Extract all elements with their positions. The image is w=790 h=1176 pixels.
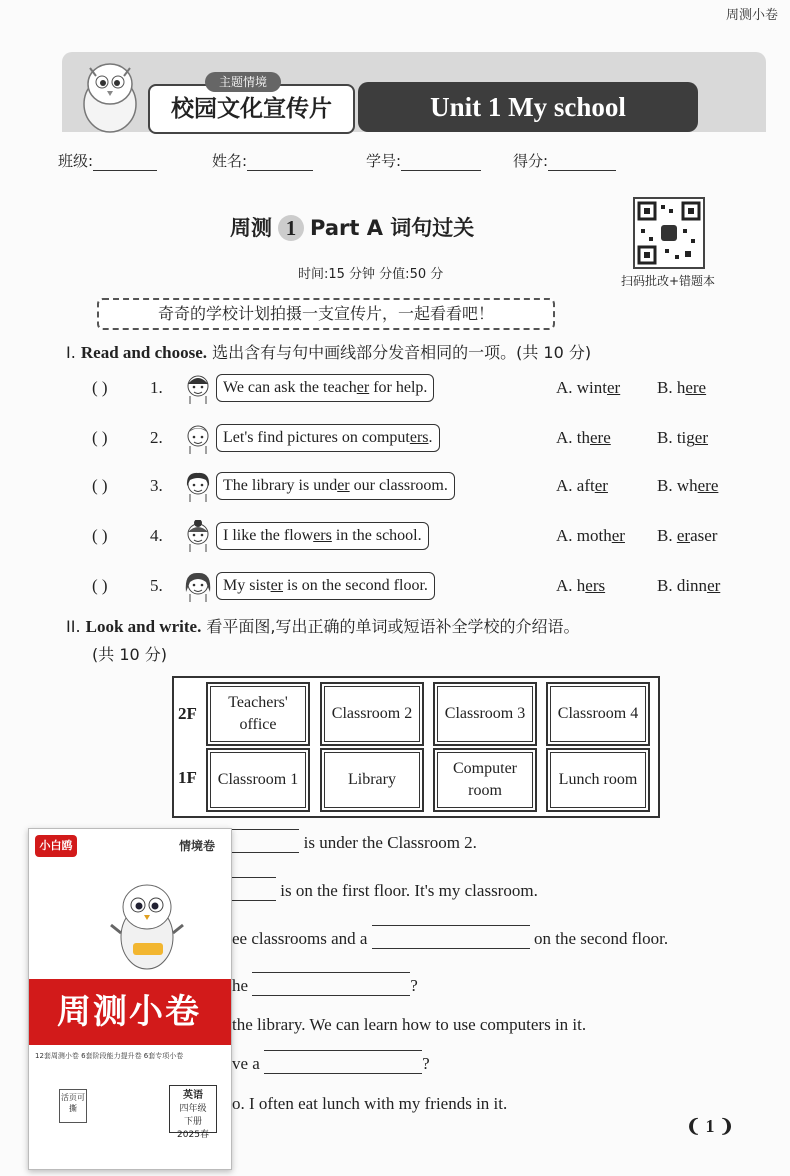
laurel-left-icon: ❨ <box>685 1116 706 1136</box>
answer-blank[interactable] <box>372 931 530 949</box>
option-a[interactable]: A. mother <box>556 526 625 545</box>
question-number: 1. <box>150 378 163 397</box>
cover-subtitle: 12套周测小卷 6套阶段能力提升卷 6套专项小卷 <box>35 1052 184 1060</box>
section1-roman: I. <box>66 343 81 362</box>
answer-paren[interactable]: ( ) <box>92 378 108 397</box>
owl-mascot-icon <box>107 873 187 977</box>
answer-paren[interactable]: ( ) <box>92 476 108 495</box>
room-cell: Lunch room <box>546 748 650 812</box>
room-cell: Classroom 4 <box>546 682 650 746</box>
question-number: 4. <box>150 526 163 545</box>
section2-title: Look and write. <box>85 617 202 636</box>
question-row <box>92 422 752 456</box>
score-label: 得分: <box>513 152 549 170</box>
room-cell: Teachers' office <box>206 682 310 746</box>
week-prefix: 周测 <box>230 216 272 240</box>
intro-banner: 奇奇的学校计划拍摄一支宣传片，一起看看吧！ <box>97 298 555 330</box>
floor-label: 1F <box>178 768 197 787</box>
fill-sentence: is under the Classroom 2. <box>92 833 477 853</box>
answer-paren[interactable]: ( ) <box>92 526 108 545</box>
class-field[interactable] <box>58 150 157 171</box>
time-score-line: 时间:15 分钟 分值:50 分 <box>298 267 444 282</box>
room-cell: Classroom 2 <box>320 682 424 746</box>
option-a[interactable]: A. after <box>556 476 608 495</box>
room-cell: Computer room <box>433 748 537 812</box>
option-b[interactable]: B. tiger <box>657 428 709 447</box>
score-field[interactable] <box>513 150 616 171</box>
option-b[interactable]: B. dinner <box>657 576 721 595</box>
room-cell: Library <box>320 748 424 812</box>
name-label: 姓名: <box>212 152 248 170</box>
fill-sentence: the library. We can learn how to use computers in it. <box>232 1015 587 1034</box>
question-number: 3. <box>150 476 163 495</box>
class-label: 班级: <box>58 152 94 170</box>
boy-avatar-icon <box>184 372 212 404</box>
section2-points: (共 10 分) <box>92 645 168 664</box>
sentence-bubble: We can ask the teacher for help. <box>216 374 434 402</box>
fill-sentence: is on the first floor. It's my classroom. <box>230 881 538 901</box>
answer-blank[interactable] <box>252 978 410 996</box>
book-cover <box>28 828 232 1170</box>
cover-year: 2025春 <box>177 1130 209 1140</box>
section2-roman: II. <box>66 617 86 636</box>
girl-avatar-icon <box>184 570 212 602</box>
id-field[interactable] <box>366 150 481 171</box>
sentence-bubble: My sister is on the second floor. <box>216 572 435 600</box>
unit-title: Unit 1 My school <box>358 82 698 132</box>
sentence-bubble: Let's find pictures on computers. <box>216 424 440 452</box>
qr-caption: 扫码批改+错题本 <box>620 274 716 288</box>
cover-logo: 小白鸥 <box>35 835 77 857</box>
answer-blank[interactable] <box>264 1056 422 1074</box>
option-b[interactable]: B. eraser <box>657 526 718 545</box>
option-b[interactable]: B. where <box>657 476 719 495</box>
answer-paren[interactable]: ( ) <box>92 576 108 595</box>
answer-paren[interactable]: ( ) <box>92 428 108 447</box>
name-blank[interactable] <box>247 154 313 171</box>
week-suffix: Part A 词句过关 <box>310 216 475 240</box>
sentence-bubble: I like the flowers in the school. <box>216 522 429 550</box>
laurel-right-icon: ❩ <box>714 1116 735 1136</box>
corner-tag: 周测小卷 <box>725 8 778 23</box>
sentence-bubble: The library is under our classroom. <box>216 472 455 500</box>
question-number: 5. <box>150 576 163 595</box>
id-blank[interactable] <box>401 154 481 171</box>
cover-tag: 情境卷 <box>178 839 215 853</box>
option-b[interactable]: B. here <box>657 378 707 397</box>
question-row <box>92 470 752 504</box>
cover-subject: 英语 <box>183 1090 203 1101</box>
week-number: 1 <box>278 215 304 241</box>
fill-sentence: ee classrooms and a on the second floor. <box>232 929 669 948</box>
cover-volume: 下册 <box>183 1117 202 1127</box>
name-field[interactable] <box>212 150 313 171</box>
room-cell: Classroom 1 <box>206 748 310 812</box>
cover-grade: 四年级 <box>179 1104 207 1114</box>
boy-avatar-icon <box>184 422 212 454</box>
qr-code-icon[interactable] <box>633 197 705 269</box>
theme-title: 校园文化宣传片 <box>148 84 355 134</box>
school-floor-plan <box>172 676 660 818</box>
class-blank[interactable] <box>93 154 157 171</box>
owl-mascot-icon <box>70 54 150 136</box>
fill-sentence: ve a ? <box>232 1054 430 1073</box>
fill-sentence: he ? <box>232 976 418 995</box>
section1-heading <box>66 340 591 363</box>
page-number: ❨ 1 ❩ <box>685 1116 735 1136</box>
id-label: 学号: <box>366 152 402 170</box>
floor-label: 2F <box>178 704 197 723</box>
option-a[interactable]: A. winter <box>556 378 621 397</box>
theme-pill: 主题情境 <box>205 72 281 92</box>
week-title <box>230 212 590 242</box>
cover-stamp: 活页可撕 <box>59 1089 87 1123</box>
option-a[interactable]: A. there <box>556 428 611 447</box>
question-row <box>92 570 752 604</box>
question-row <box>92 520 752 554</box>
girl-avatar-icon <box>184 470 212 502</box>
section1-instruction: 选出含有与句中画线部分发音相同的一项。(共 10 分) <box>207 343 592 362</box>
answer-blank[interactable] <box>230 883 276 901</box>
girl-avatar-icon <box>184 520 212 552</box>
section2-instruction: 看平面图,写出正确的单词或短语补全学校的介绍语。 <box>201 617 580 636</box>
question-row <box>92 372 752 406</box>
fill-sentence: o. I often eat lunch with my friends in it. <box>232 1094 508 1113</box>
cover-title: 周测小卷 <box>57 992 201 1032</box>
section2-heading <box>66 614 580 637</box>
option-a[interactable]: A. hers <box>556 576 606 595</box>
cover-grade-box <box>169 1085 217 1140</box>
score-blank[interactable] <box>548 154 616 171</box>
question-number: 2. <box>150 428 163 447</box>
room-cell: Classroom 3 <box>433 682 537 746</box>
section1-title: Read and choose. <box>80 343 207 362</box>
